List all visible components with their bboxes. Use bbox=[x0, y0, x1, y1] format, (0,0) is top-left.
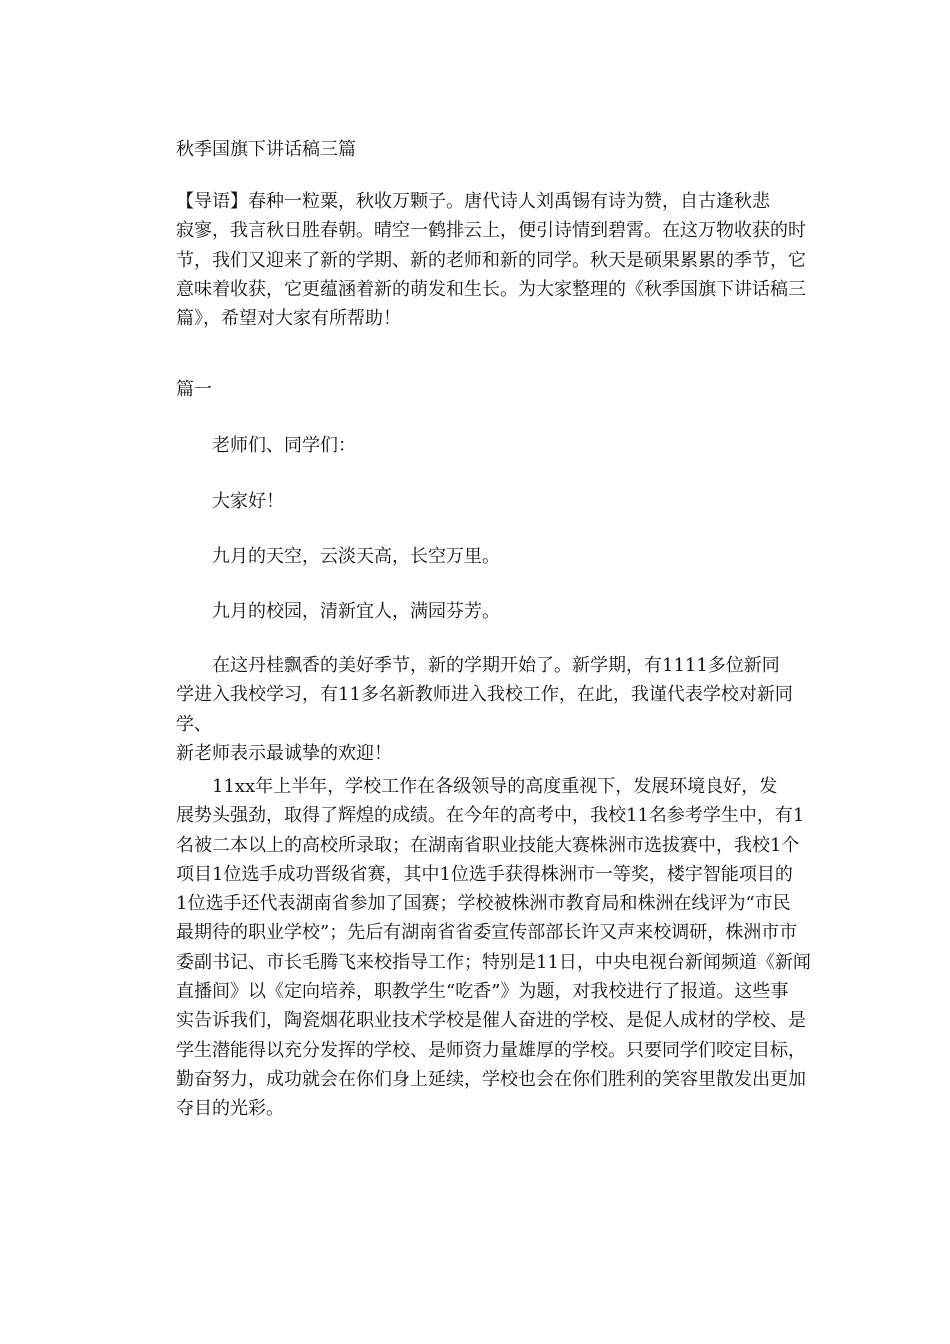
paragraph-line: 1位选手还代表湖南省参加了国赛；学校被株洲市教育局和株洲在线评为“市民 bbox=[176, 893, 791, 915]
paragraph-new-semester bbox=[176, 651, 826, 768]
intro-line: 寂寥，我言秋日胜春朝。晴空一鹤排云上，便引诗情到碧霄。在这万物收获的时 bbox=[176, 220, 806, 242]
paragraph-line: 实告诉我们，陶瓷烟花职业技术学校是催人奋进的学校、是促人成材的学校、是 bbox=[176, 1010, 806, 1032]
paragraph-line: 直播间》以《定向培养，职教学生“吃香”》为题，对我校进行了报道。这些事 bbox=[176, 981, 789, 1003]
section-heading: 篇一 bbox=[176, 379, 212, 400]
paragraph-line: 勤奋努力，成功就会在你们身上延续，学校也会在你们胜利的笑容里散发出更加 bbox=[176, 1068, 806, 1090]
greeting: 大家好！ bbox=[212, 491, 284, 512]
paragraph-line: 最期待的职业学校”；先后有湖南省省委宣传部部长许又声来校调研，株洲市市 bbox=[176, 922, 798, 944]
intro-line: 节，我们又迎来了新的学期、新的老师和新的同学。秋天是硕果累累的季节，它 bbox=[176, 249, 806, 271]
paragraph-achievements bbox=[176, 772, 826, 1124]
paragraph-line: 展势头强劲，取得了辉煌的成绩。在今年的高考中，我校11名参考学生中，有1 bbox=[176, 805, 805, 827]
paragraph-line: 在这丹桂飘香的美好季节，新的学期开始了。新学期，有1111多位新同 bbox=[212, 655, 780, 676]
paragraph-line: 学生潜能得以充分发挥的学校、是师资力量雄厚的学校。只要同学们咬定目标， bbox=[176, 1039, 806, 1061]
line-campus: 九月的校园，清新宜人，满园芬芳。 bbox=[212, 601, 500, 622]
intro-line: 篇》，希望对大家有所帮助！ bbox=[176, 308, 401, 330]
paragraph-line: 名被二本以上的高校所录取；在湖南省职业技能大赛株洲市选拔赛中，我校1个 bbox=[176, 834, 800, 856]
paragraph-line: 项目1位选手成功晋级省赛，其中1位选手获得株洲市一等奖，楼宇智能项目的 bbox=[176, 863, 793, 885]
intro-line: 意味着收获，它更蕴涵着新的萌发和生长。为大家整理的《秋季国旗下讲话稿三 bbox=[176, 278, 806, 300]
line-sky: 九月的天空，云淡天高，长空万里。 bbox=[212, 546, 500, 567]
paragraph-line: 新老师表示最诚挚的欢迎！ bbox=[176, 742, 392, 764]
paragraph-line: 学进入我校学习，有11多名新教师进入我校工作，在此，我谨代表学校对新同学、 bbox=[176, 684, 793, 735]
salutation: 老师们、同学们： bbox=[212, 435, 356, 456]
paragraph-line: 夺目的光彩。 bbox=[176, 1098, 284, 1120]
paragraph-line: 委副书记、市长毛腾飞来校指导工作；特别是11日，中央电视台新闻频道《新闻 bbox=[176, 951, 811, 973]
intro-line: 【导语】春种一粒粟，秋收万颗子。唐代诗人刘禹锡有诗为赞，自古逢秋悲 bbox=[176, 191, 770, 212]
document-title: 秋季国旗下讲话稿三篇 bbox=[176, 139, 356, 160]
paragraph-line: 11xx年上半年，学校工作在各级领导的高度重视下，发展环境良好，发 bbox=[212, 776, 778, 797]
intro-paragraph bbox=[176, 187, 816, 333]
